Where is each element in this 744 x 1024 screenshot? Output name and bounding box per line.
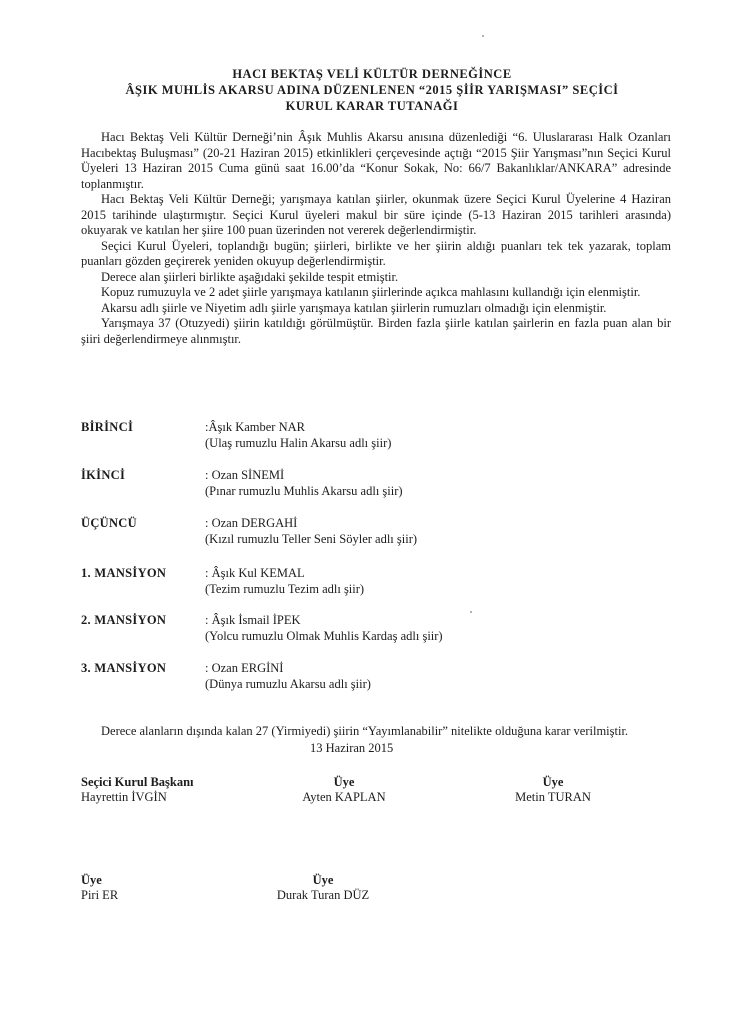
- result-winner: : Âşık Kul KEMAL: [205, 566, 305, 580]
- result-label: 2. MANSİYON: [81, 613, 167, 627]
- signature-role: Üye: [81, 873, 102, 887]
- result-label: ÜÇÜNCÜ: [81, 516, 137, 530]
- body-paragraphs: [81, 130, 671, 347]
- result-winner: : Âşık İsmail İPEK: [205, 613, 301, 627]
- paragraph-elimination-no-pseudonym: Akarsu adlı şiirle ve Niyetim adlı şiirle yarışmaya katılan şiirlerin rumuzları olmadığı için elenmiştir.: [101, 300, 607, 315]
- signature-name: Durak Turan DÜZ: [276, 888, 370, 902]
- result-first: [81, 420, 681, 460]
- paragraph-evaluation: Hacı Bektaş Veli Kültür Derneği; yarışmaya katılan şiirler, okunmak üzere Seçici Kurul Üyelerine 4 Haziran 2015 tarihinde ulaştırmıştır. Seçici Kurul üyeleri makul bir süre içinde (5-13 Haziran 2015 tarihleri arasında) okuyarak ve katılan her şiire 100 puan üzerinden not vererek değerlendirmiştir.: [81, 192, 671, 237]
- signature-name: Metin TURAN: [515, 790, 591, 804]
- result-winner: :Âşık Kamber NAR: [205, 420, 305, 434]
- scan-speck: [482, 35, 484, 37]
- result-winner: : Ozan DERGAHİ: [205, 516, 298, 530]
- result-label: 3. MANSİYON: [81, 661, 167, 675]
- result-poem: (Yolcu rumuzlu Olmak Muhlis Kardaş adlı şiir): [205, 629, 443, 643]
- signature-member-2: [505, 775, 601, 805]
- result-winner: : Ozan ERGİNİ: [205, 661, 284, 675]
- document-title-line-3: KURUL KARAR TUTANAĞI: [285, 99, 459, 113]
- signature-role: Seçici Kurul Başkanı: [81, 775, 194, 789]
- paragraph-elimination-kopuz: Kopuz rumuzuyla ve 2 adet şiirle yarışmaya katılanın şiirlerinde açıkca mahlasını kullandığı için elenmiştir.: [101, 285, 641, 299]
- result-poem: (Ulaş rumuzlu Halin Akarsu adlı şiir): [205, 436, 392, 450]
- signature-name: Ayten KAPLAN: [302, 790, 386, 804]
- signature-member-1: [296, 775, 392, 805]
- result-label: 1. MANSİYON: [81, 566, 167, 580]
- paragraph-ranking: Derece alan şiirleri birlikte aşağıdaki şekilde tespit etmiştir.: [101, 269, 399, 284]
- signature-member-3: [81, 873, 118, 903]
- result-mention-3: [81, 661, 681, 701]
- result-poem: (Tezim rumuzlu Tezim adlı şiir): [205, 582, 365, 596]
- paragraph-review: Seçici Kurul Üyeleri, toplandığı bugün; şiirleri, birlikte ve her şiirin aldığı puanları tek tek yazarak, toplam puanları gözden geçirerek yeniden okuyup değerlendirmiştir.: [81, 238, 671, 268]
- signature-president: [81, 775, 194, 805]
- result-poem: (Pınar rumuzlu Muhlis Akarsu adlı şiir): [205, 484, 403, 498]
- result-poem: (Dünya rumuzlu Akarsu adlı şiir): [205, 677, 371, 691]
- document-title-line-1: HACI BEKTAŞ VELİ KÜLTÜR DERNEĞİNCE: [232, 67, 512, 81]
- result-winner: : Ozan SİNEMİ: [205, 468, 285, 482]
- result-third: [81, 516, 681, 556]
- result-label: BİRİNCİ: [81, 420, 134, 434]
- signature-name: Hayrettin İVGİN: [81, 790, 167, 804]
- result-poem: (Kızıl rumuzlu Teller Seni Söyler adlı şiir): [205, 532, 418, 546]
- result-mention-2: [81, 613, 681, 653]
- result-label: İKİNCİ: [81, 468, 126, 482]
- signature-role: Üye: [312, 873, 334, 887]
- paragraph-participation: Yarışmaya 37 (Otuzyedi) şiirin katıldığı görülmüştür. Birden fazla şiirle katılan şairlerin en fazla puan alan bir şiiri değerlendirmeye alınmıştır.: [81, 316, 671, 346]
- result-mention-1: [81, 566, 681, 606]
- signature-member-4: [268, 873, 378, 903]
- closing-paragraph: Derece alanların dışında kalan 27 (Yirmiyedi) şiirin “Yayımlanabilir” nitelikte olduğuna karar verilmiştir.: [101, 723, 629, 738]
- document-date: 13 Haziran 2015: [310, 741, 394, 755]
- signature-role: Üye: [333, 775, 355, 789]
- paragraph-meeting: Hacı Bektaş Veli Kültür Derneği’nin Âşık Muhlis Akarsu anısına düzenlediği “6. Uluslararası Halk Ozanları Hacıbektaş Buluşması” (20-21 Haziran 2015) etkinlikleri çerçevesinde açtığı “2015 Şiir Yarışması”nın Seçici Kurul Üyeleri 13 Haziran 2015 Cuma günü saat 16.00’da “Konur Sokak, No: 66/7 Bakanlıklar/ANKARA” adresinde toplanmıştır.: [81, 130, 671, 191]
- signature-role: Üye: [542, 775, 564, 789]
- signature-name: Piri ER: [81, 888, 119, 902]
- result-second: [81, 468, 681, 508]
- document-title-line-2: ÂŞIK MUHLİS AKARSU ADINA DÜZENLENEN “2015 ŞİİR YARIŞMASI” SEÇİCİ: [125, 83, 619, 97]
